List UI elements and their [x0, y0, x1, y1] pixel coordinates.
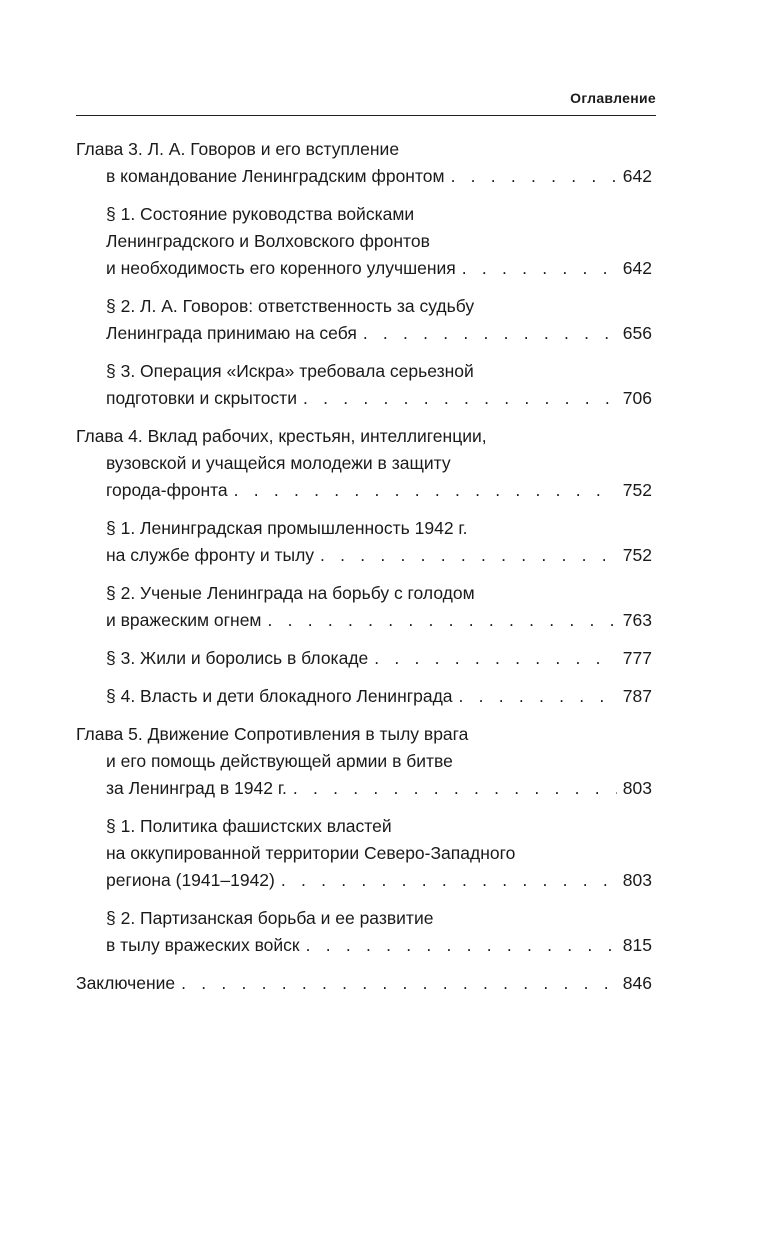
toc-entry[interactable] [106, 358, 652, 412]
toc-entry-title-end: § 4. Власть и дети блокадного Ленинграда [106, 686, 453, 706]
toc-entry[interactable] [106, 645, 652, 672]
toc-entry-title-end: и вражеским огнем [106, 610, 262, 630]
toc-page-number: 752 [622, 545, 652, 565]
dot-leader [374, 645, 617, 672]
toc-entry-title-end: региона (1941–1942) [106, 870, 275, 890]
toc-entry-title-end: Ленинграда принимаю на себя [106, 323, 357, 343]
dot-leader [181, 970, 617, 997]
dot-leader [459, 683, 617, 710]
toc-entry-title-end: § 3. Жили и боролись в блокаде [106, 648, 369, 668]
toc-entry-title-end: в тылу вражеских войск [106, 935, 300, 955]
toc-entry[interactable] [76, 423, 652, 504]
toc-entry[interactable] [76, 970, 652, 997]
toc-entry-line: и его помощь действующей армии в битве [106, 751, 453, 771]
toc-entry-line: на оккупированной территории Северо-Западного [106, 843, 516, 863]
table-of-contents [76, 136, 652, 997]
toc-entry-line: § 1. Ленинградская промышленность 1942 г. [106, 518, 468, 538]
toc-entry-title-end: и необходимость его коренного улучшения [106, 258, 456, 278]
toc-entry[interactable] [76, 721, 652, 802]
toc-entry-line: § 2. Партизанская борьба и ее развитие [106, 908, 434, 928]
toc-entry[interactable] [106, 683, 652, 710]
toc-entry[interactable] [106, 201, 652, 282]
toc-page-number: 815 [622, 935, 652, 955]
dot-leader [281, 867, 617, 894]
toc-page-number: 763 [622, 610, 652, 630]
dot-leader [293, 775, 617, 802]
toc-entry-line: Глава 4. Вклад рабочих, крестьян, интеллигенции, [76, 426, 487, 446]
dot-leader [234, 477, 617, 504]
running-header-title: Оглавление [570, 90, 656, 106]
toc-entry-line: § 3. Операция «Искра» требовала серьезной [106, 361, 474, 381]
dot-leader [451, 163, 617, 190]
toc-entry-title-end: в командование Ленинградским фронтом [106, 166, 445, 186]
toc-entry-title-end: за Ленинград в 1942 г. [106, 778, 287, 798]
toc-entry-line: Глава 3. Л. А. Говоров и его вступление [76, 139, 400, 159]
toc-entry-title-end: подготовки и скрытости [106, 388, 297, 408]
toc-entry-line: § 2. Л. А. Говоров: ответственность за судьбу [106, 296, 475, 316]
toc-entry[interactable] [106, 515, 652, 569]
toc-page-number: 642 [622, 166, 652, 186]
dot-leader [363, 320, 617, 347]
toc-entry-line: вузовской и учащейся молодежи в защиту [106, 453, 451, 473]
toc-page-number: 787 [622, 686, 652, 706]
toc-entry-title-end: Заключение [76, 973, 176, 993]
toc-entry-line: § 1. Политика фашистских властей [106, 816, 392, 836]
toc-entry[interactable] [76, 136, 652, 190]
dot-leader [306, 932, 617, 959]
toc-entry-line: § 2. Ученые Ленинграда на борьбу с голодом [106, 583, 475, 603]
toc-entry[interactable] [106, 905, 652, 959]
toc-page-number: 642 [622, 258, 652, 278]
toc-page-number: 656 [622, 323, 652, 343]
toc-entry[interactable] [106, 293, 652, 347]
toc-entry-line: Глава 5. Движение Сопротивления в тылу врага [76, 724, 469, 744]
toc-entry-line: § 1. Состояние руководства войсками [106, 204, 415, 224]
dot-leader [320, 542, 617, 569]
dot-leader [462, 255, 617, 282]
toc-page-number: 803 [622, 778, 652, 798]
toc-page-number: 846 [622, 973, 652, 993]
toc-entry-title-end: на службе фронту и тылу [106, 545, 315, 565]
toc-entry-line: Ленинградского и Волховского фронтов [106, 231, 430, 251]
header-rule [76, 115, 656, 116]
toc-page-number: 777 [622, 648, 652, 668]
toc-page-number: 706 [622, 388, 652, 408]
toc-page-number: 803 [622, 870, 652, 890]
dot-leader [303, 385, 617, 412]
toc-entry[interactable] [106, 813, 652, 894]
toc-page-number: 752 [622, 480, 652, 500]
dot-leader [267, 607, 616, 634]
toc-entry[interactable] [106, 580, 652, 634]
toc-entry-title-end: города-фронта [106, 480, 228, 500]
